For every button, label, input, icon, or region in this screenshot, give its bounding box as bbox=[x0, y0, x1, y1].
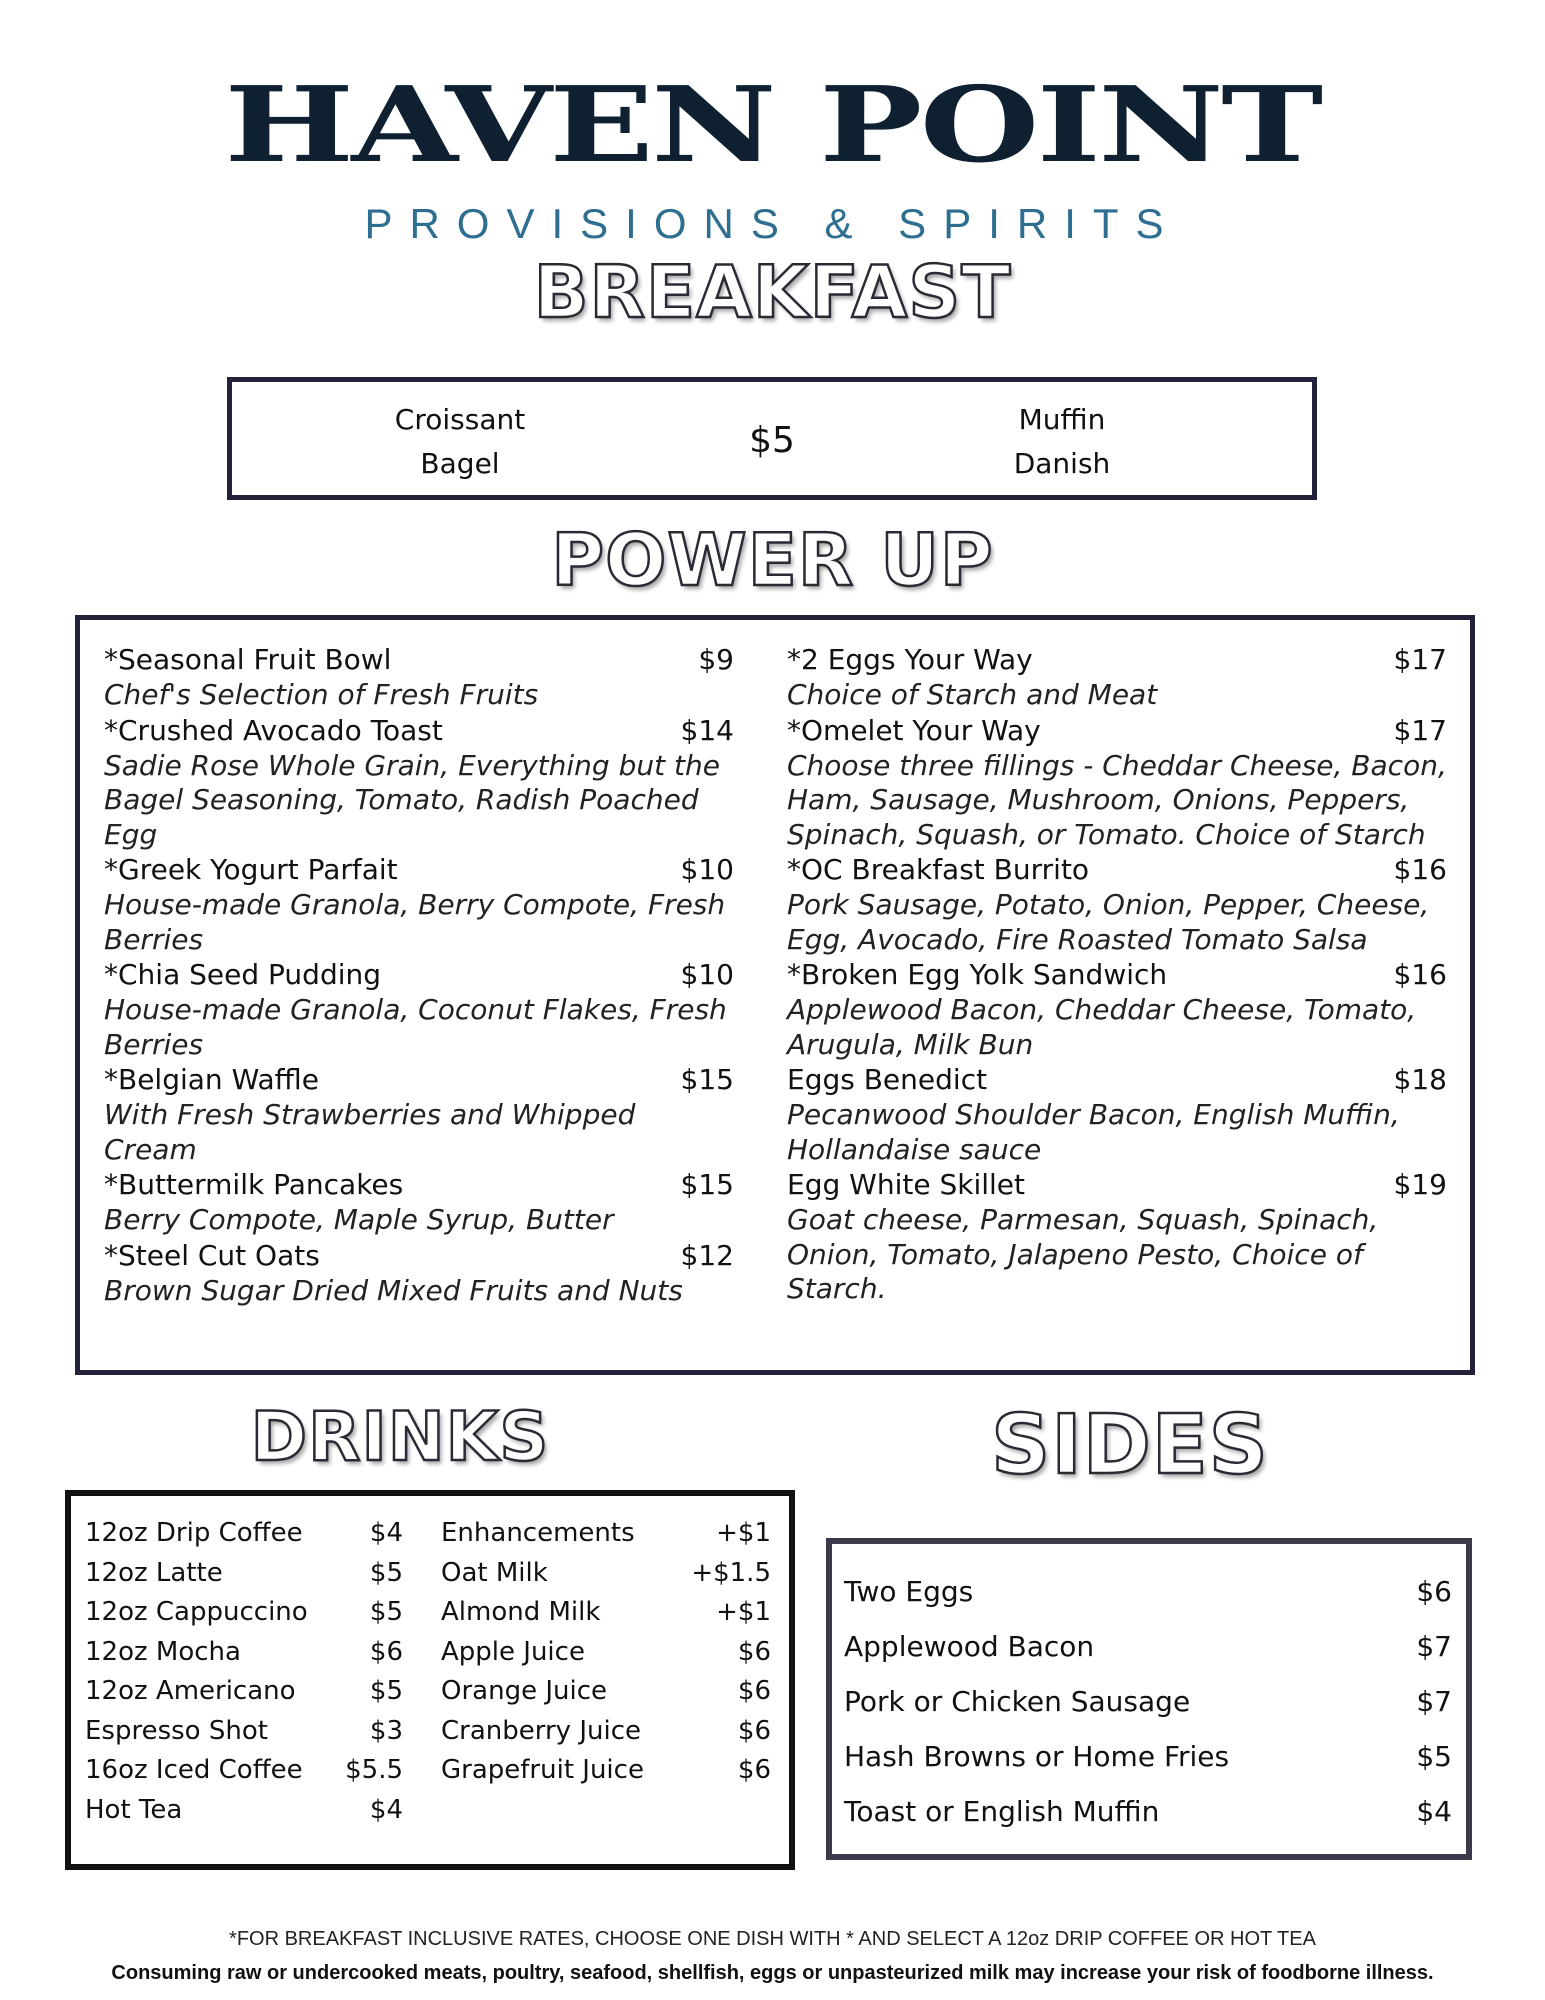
menu-item-price: $14 bbox=[680, 713, 734, 747]
menu-item-header bbox=[104, 957, 734, 993]
menu-item-description: House-made Granola, Berry Compote, Fresh Berries bbox=[104, 888, 726, 956]
menu-item-price: $16 bbox=[1393, 853, 1447, 886]
drink-item bbox=[85, 1593, 403, 1633]
menu-item-name: *Crushed Avocado Toast bbox=[104, 713, 443, 747]
menu-item bbox=[787, 1062, 1447, 1167]
drink-item bbox=[85, 1751, 403, 1791]
sides-list bbox=[844, 1564, 1452, 1839]
menu-item-header bbox=[787, 852, 1447, 888]
menu-item-price: $10 bbox=[680, 853, 734, 886]
drink-name: 16oz Iced Coffee bbox=[85, 1755, 303, 1785]
sides-box bbox=[826, 1538, 1472, 1860]
drink-price: $6 bbox=[737, 1755, 771, 1785]
drink-name: Enhancements bbox=[441, 1518, 635, 1548]
menu-item-description: Choice of Starch and Meat bbox=[787, 678, 1158, 711]
drink-price: +$1 bbox=[716, 1518, 771, 1548]
menu-item-description: Applewood Bacon, Cheddar Cheese, Tomato, Arugula, Milk Bun bbox=[787, 993, 1417, 1061]
drink-item bbox=[85, 1672, 403, 1712]
menu-item-header bbox=[104, 1062, 734, 1098]
menu-item-price: $17 bbox=[1393, 713, 1447, 747]
menu-item bbox=[787, 713, 1447, 853]
menu-item bbox=[104, 1062, 734, 1167]
drink-item bbox=[441, 1712, 771, 1752]
menu-item-name: *Broken Egg Yolk Sandwich bbox=[787, 958, 1168, 991]
menu-item-name: *Greek Yogurt Parfait bbox=[104, 853, 398, 886]
drink-price: $5.5 bbox=[345, 1755, 403, 1785]
drink-price: $6 bbox=[369, 1636, 403, 1667]
drink-name: Orange Juice bbox=[441, 1676, 607, 1706]
menu-item-name: *Steel Cut Oats bbox=[104, 1238, 320, 1272]
menu-item-description: Pork Sausage, Potato, Onion, Pepper, Cheese, Egg, Avocado, Fire Roasted Tomato Salsa bbox=[787, 888, 1430, 956]
menu-item-name: *Buttermilk Pancakes bbox=[104, 1168, 404, 1201]
menu-item bbox=[104, 713, 734, 853]
menu-item bbox=[104, 852, 734, 957]
drink-item bbox=[85, 1633, 403, 1673]
drink-name: 12oz Drip Coffee bbox=[85, 1518, 303, 1548]
drinks-right-column bbox=[441, 1514, 771, 1791]
side-name: Toast or English Muffin bbox=[844, 1795, 1160, 1828]
pastry-item: Croissant bbox=[394, 403, 526, 436]
menu-item-header bbox=[104, 852, 734, 888]
menu-item bbox=[787, 852, 1447, 957]
drink-item bbox=[441, 1672, 771, 1712]
drink-price: $6 bbox=[737, 1676, 771, 1706]
menu-item-header bbox=[787, 713, 1447, 749]
menu-item-name: *Belgian Waffle bbox=[104, 1063, 319, 1096]
side-price: $4 bbox=[1416, 1795, 1452, 1828]
menu-item-price: $19 bbox=[1393, 1168, 1447, 1201]
menu-item-description: Choose three fillings - Cheddar Cheese, Bacon, Ham, Sausage, Mushroom, Onions, Peppers, Spinach, Squash, or Tomato. Choice of Starch bbox=[787, 748, 1447, 851]
side-item bbox=[844, 1729, 1452, 1784]
pastry-item: Danish bbox=[1013, 447, 1111, 480]
menu-title: BREAKFAST bbox=[533, 250, 1012, 334]
food-safety-disclaimer: Consuming raw or undercooked meats, poultry, seafood, shellfish, eggs or unpasteurized milk may increase your risk of foodborne illness. bbox=[111, 1962, 1434, 1984]
menu-item-name: Eggs Benedict bbox=[787, 1063, 988, 1096]
menu-item-description: Goat cheese, Parmesan, Squash, Spinach, Onion, Tomato, Jalapeno Pesto, Choice of Starch. bbox=[787, 1203, 1379, 1305]
menu-item bbox=[787, 1167, 1447, 1307]
menu-item-price: $15 bbox=[680, 1168, 734, 1201]
menu-item-header bbox=[104, 713, 734, 749]
menu-item-description: House-made Granola, Coconut Flakes, Fresh Berries bbox=[104, 993, 727, 1061]
drink-item bbox=[85, 1514, 403, 1554]
side-item bbox=[844, 1784, 1452, 1839]
menu-item bbox=[104, 1238, 734, 1309]
drink-price: $3 bbox=[369, 1715, 403, 1746]
menu-item bbox=[104, 642, 734, 713]
menu-item-description: Pecanwood Shoulder Bacon, English Muffin, Hollandaise sauce bbox=[787, 1098, 1400, 1166]
logo: HAVEN POINT bbox=[224, 63, 1321, 186]
side-name: Hash Browns or Home Fries bbox=[844, 1740, 1230, 1773]
menu-item-description: Brown Sugar Dried Mixed Fruits and Nuts bbox=[104, 1273, 683, 1307]
drink-item bbox=[85, 1554, 403, 1594]
drinks-box bbox=[65, 1490, 795, 1870]
menu-item-price: $18 bbox=[1393, 1063, 1447, 1096]
drink-name: Grapefruit Juice bbox=[441, 1755, 644, 1785]
menu-item-price: $10 bbox=[680, 958, 734, 991]
power-up-right-column bbox=[787, 642, 1447, 1307]
menu-item-header bbox=[104, 1238, 734, 1274]
drink-price: $4 bbox=[369, 1794, 403, 1825]
side-price: $7 bbox=[1416, 1685, 1452, 1718]
menu-item-header bbox=[787, 642, 1447, 678]
menu-item-price: $17 bbox=[1393, 643, 1447, 676]
drinks-left-column bbox=[85, 1514, 403, 1830]
drinks-title: DRINKS bbox=[250, 1398, 550, 1477]
menu-item-name: *Chia Seed Pudding bbox=[104, 958, 382, 991]
drink-name: Espresso Shot bbox=[85, 1715, 268, 1746]
drink-name: 12oz Mocha bbox=[85, 1636, 241, 1667]
side-price: $5 bbox=[1416, 1740, 1452, 1773]
menu-item bbox=[104, 1167, 734, 1238]
power-up-left-column bbox=[104, 642, 734, 1308]
drink-item bbox=[85, 1712, 403, 1752]
drink-item bbox=[441, 1593, 771, 1633]
menu-item bbox=[787, 642, 1447, 713]
drink-price: +$1 bbox=[716, 1597, 771, 1627]
menu-item-description: Sadie Rose Whole Grain, Everything but the Bagel Seasoning, Tomato, Radish Poached Egg bbox=[104, 748, 720, 851]
menu-item-name: Egg White Skillet bbox=[787, 1168, 1025, 1201]
menu-item-name: *Omelet Your Way bbox=[787, 713, 1041, 747]
drink-name: 12oz Cappuccino bbox=[85, 1597, 308, 1627]
pastry-box bbox=[227, 377, 1317, 500]
drink-price: $5 bbox=[369, 1676, 403, 1706]
drink-item bbox=[441, 1751, 771, 1791]
menu-item-description: With Fresh Strawberries and Whipped Cream bbox=[104, 1098, 636, 1166]
menu-item-name: *2 Eggs Your Way bbox=[787, 643, 1033, 676]
pastry-item: Bagel bbox=[420, 447, 500, 480]
drink-price: $6 bbox=[737, 1636, 771, 1667]
drink-name: Apple Juice bbox=[441, 1636, 585, 1667]
menu-item-price: $15 bbox=[680, 1063, 734, 1096]
drink-price: $5 bbox=[369, 1597, 403, 1627]
menu-item-name: *Seasonal Fruit Bowl bbox=[104, 643, 392, 676]
side-price: $7 bbox=[1416, 1630, 1452, 1663]
drink-price: $6 bbox=[737, 1715, 771, 1746]
menu-item-price: $16 bbox=[1393, 958, 1447, 991]
side-item bbox=[844, 1564, 1452, 1619]
menu-item-price: $12 bbox=[680, 1238, 734, 1272]
side-name: Pork or Chicken Sausage bbox=[844, 1685, 1191, 1718]
side-name: Applewood Bacon bbox=[844, 1630, 1095, 1663]
menu-item-description: Chef's Selection of Fresh Fruits bbox=[104, 678, 539, 711]
menu-item-header bbox=[787, 1062, 1447, 1098]
pastry-list-left bbox=[340, 398, 580, 486]
drink-item bbox=[441, 1633, 771, 1673]
inclusive-rates-note: *FOR BREAKFAST INCLUSIVE RATES, CHOOSE ONE DISH WITH * AND SELECT A 12oz DRIP COFFEE OR HOT TEA bbox=[229, 1928, 1316, 1950]
drink-item bbox=[85, 1791, 403, 1831]
menu-item-header bbox=[104, 642, 734, 678]
drink-price: +$1.5 bbox=[691, 1557, 771, 1588]
drink-name: 12oz Latte bbox=[85, 1557, 223, 1588]
subtitle: PROVISIONS & SPIRITS bbox=[364, 200, 1181, 247]
menu-item-description: Berry Compote, Maple Syrup, Butter bbox=[104, 1203, 614, 1236]
drink-name: Cranberry Juice bbox=[441, 1715, 641, 1746]
menu-item-price: $9 bbox=[698, 643, 734, 676]
drink-name: Oat Milk bbox=[441, 1557, 548, 1588]
side-price: $6 bbox=[1416, 1575, 1452, 1608]
side-item bbox=[844, 1619, 1452, 1674]
menu-item-header bbox=[787, 1167, 1447, 1203]
drink-name: Hot Tea bbox=[85, 1794, 183, 1825]
power-up-title: POWER UP bbox=[551, 518, 994, 602]
drink-item bbox=[441, 1514, 771, 1554]
side-item bbox=[844, 1674, 1452, 1729]
drink-name: Almond Milk bbox=[441, 1597, 601, 1627]
power-up-box bbox=[75, 615, 1475, 1375]
pastry-list-right bbox=[942, 398, 1182, 486]
side-name: Two Eggs bbox=[844, 1575, 974, 1608]
drink-name: 12oz Americano bbox=[85, 1676, 296, 1706]
menu-item bbox=[787, 957, 1447, 1062]
drink-price: $4 bbox=[369, 1518, 403, 1548]
drink-price: $5 bbox=[369, 1557, 403, 1588]
menu-item bbox=[104, 957, 734, 1062]
drink-item bbox=[441, 1554, 771, 1594]
pastry-item: Muffin bbox=[1018, 403, 1106, 436]
pastry-price: $5 bbox=[749, 420, 795, 461]
sides-title: SIDES bbox=[991, 1398, 1269, 1493]
menu-item-header bbox=[787, 957, 1447, 993]
menu-item-header bbox=[104, 1167, 734, 1203]
menu-item-name: *OC Breakfast Burrito bbox=[787, 853, 1090, 886]
